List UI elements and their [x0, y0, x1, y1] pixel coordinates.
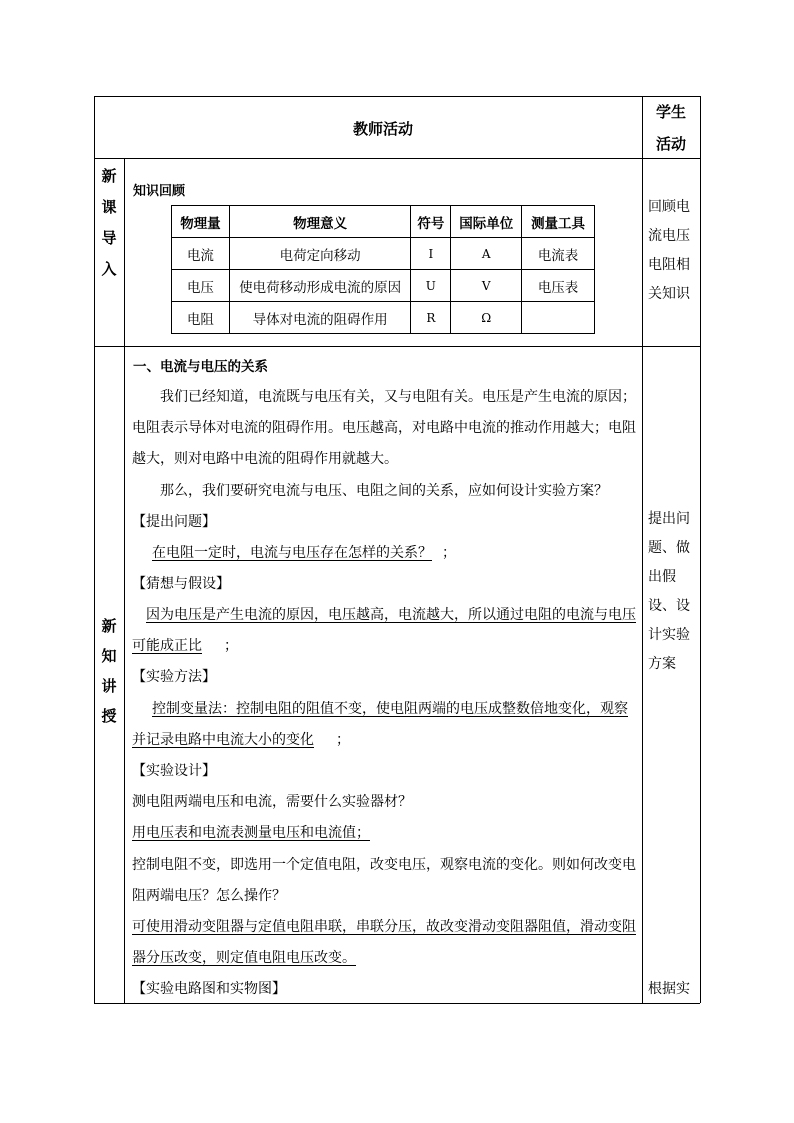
table-cell: V: [451, 270, 522, 302]
table-header-cell: 测量工具: [522, 206, 595, 238]
method-line2: [132, 729, 350, 749]
section1-label-char: 入: [101, 260, 117, 278]
student-activity-line: 电阻相: [648, 257, 690, 273]
table-cell: 电阻: [172, 302, 230, 334]
student-activity-line: 流电压: [648, 228, 690, 244]
student-activity-line: 方案: [648, 656, 676, 672]
table-cell: [522, 302, 595, 334]
student-activity-line: 提出问: [648, 511, 690, 527]
design-answer-1-text: 用电压表和电流表测量电压和电流值；: [132, 825, 370, 841]
guess-line1: [132, 604, 636, 624]
section2-label: [94, 615, 124, 735]
guess-text-2: 可能成正比: [132, 638, 202, 654]
table-row: [172, 238, 595, 270]
design-answer-1: [132, 822, 370, 842]
table-header-row: [172, 206, 595, 238]
heading-design: 【实验设计】: [132, 763, 216, 779]
student-activity-line: 设、设: [648, 598, 690, 614]
table-cell: R: [411, 302, 451, 334]
table-cell: A: [451, 238, 522, 270]
guess-end: ；: [224, 638, 238, 654]
table-header-cell: 国际单位: [451, 206, 522, 238]
table-row: [172, 270, 595, 302]
table-cell: 电压表: [522, 270, 595, 302]
table-cell: 导体对电流的阻碍作用: [229, 302, 411, 334]
table-header-cell: 符号: [411, 206, 451, 238]
table-border-bottom: [94, 1003, 700, 1004]
para1-line2: 电阻表示导体对电流的阻碍作用。电压越高，对电路中电流的推动作用越大；电阻: [132, 420, 636, 436]
table-border-student-col: [642, 96, 643, 1003]
design-question-1: 测电阻两端电压和电流，需要什么实验器材？: [132, 794, 412, 810]
heading-question: 【提出问题】: [132, 514, 216, 530]
section2-student-activity: [648, 505, 690, 679]
question-text: 在电阻一定时，电流与电压存在怎样的关系？: [152, 545, 432, 561]
heading-circuit: 【实验电路图和实物图】: [132, 981, 286, 997]
student-activity-line: 题、做: [648, 540, 690, 556]
header-teacher-activity: 教师活动: [352, 120, 413, 138]
table-border-header: [94, 158, 700, 159]
section2-label-char: 讲: [101, 677, 117, 695]
design-answer-2-line1: [132, 916, 636, 936]
header-student-line1: 学生: [655, 103, 686, 121]
design-question-2-line2: 阻两端电压？怎么操作？: [132, 888, 286, 904]
table-row: [172, 302, 595, 334]
heading-guess: 【猜想与假设】: [132, 576, 230, 592]
section1-label-char: 课: [101, 198, 117, 216]
para2: 那么，我们要研究电流与电压、电阻之间的关系，应如何设计实验方案？: [160, 483, 608, 499]
knowledge-table: [171, 205, 595, 334]
table-cell: Ω: [451, 302, 522, 334]
table-cell: 电流: [172, 238, 230, 270]
method-text-2: 并记录电路中电流大小的变化: [132, 732, 314, 748]
table-border-label-col: [124, 158, 125, 1003]
section1-student-activity: [648, 193, 690, 309]
section1-label: [94, 165, 124, 289]
method-line1: [132, 698, 628, 718]
section2-label-char: 新: [101, 617, 117, 635]
guess-line2: [132, 635, 238, 655]
para1-line1: 我们已经知道，电流既与电压有关，又与电阻有关。电压是产生电流的原因；: [160, 389, 636, 405]
student-activity-line: 计实验: [648, 627, 690, 643]
question-end: ；: [442, 545, 456, 561]
review-title: 知识回顾: [133, 184, 186, 199]
table-header-cell: 物理量: [172, 206, 230, 238]
table-cell: 电压: [172, 270, 230, 302]
table-border-right: [700, 96, 701, 1003]
design-answer-2-line2: [132, 947, 356, 967]
student-activity-line: 关知识: [648, 286, 690, 302]
student-activity-line: 回顾电: [648, 199, 690, 215]
design-answer-2-text-1: 可使用滑动变阻器与定值电阻串联，串联分压，故改变滑动变阻器阻值，滑动变阻: [132, 919, 636, 935]
student-activity-bottom: 根据实: [648, 981, 690, 997]
section2-label-char: 授: [101, 707, 117, 725]
design-question-2-line1: 控制电阻不变，即选用一个定值电阻，改变电压，观察电流的变化。则如何改变电: [132, 857, 636, 873]
section2-title: 一、电流与电压的关系: [133, 359, 268, 375]
table-cell: 电流表: [522, 238, 595, 270]
table-cell: I: [411, 238, 451, 270]
table-cell: 使电荷移动形成电流的原因: [229, 270, 411, 302]
heading-method: 【实验方法】: [132, 669, 216, 685]
section1-label-char: 导: [101, 229, 117, 247]
section2-label-char: 知: [101, 647, 117, 665]
guess-text-1: 因为电压是产生电流的原因，电压越高，电流越大，所以通过电阻的电流与电压: [146, 607, 636, 623]
table-cell: 电荷定向移动: [229, 238, 411, 270]
question-answer: [132, 542, 456, 562]
section1-label-char: 新: [101, 167, 117, 185]
table-cell: U: [411, 270, 451, 302]
student-activity-line: 出假: [648, 569, 676, 585]
method-end: ；: [336, 732, 350, 748]
header-student-line2: 活动: [655, 135, 686, 153]
table-header-cell: 物理意义: [229, 206, 411, 238]
table-border-top: [94, 96, 700, 97]
method-text-1: 控制变量法：控制电阻的阻值不变，使电阻两端的电压成整数倍地变化，观察: [152, 701, 628, 717]
table-border-section: [94, 346, 700, 347]
para1-line3: 越大，则对电路中电流的阻碍作用就越大。: [132, 451, 398, 467]
design-answer-2-text-2: 器分压改变，则定值电阻电压改变。: [132, 950, 356, 966]
